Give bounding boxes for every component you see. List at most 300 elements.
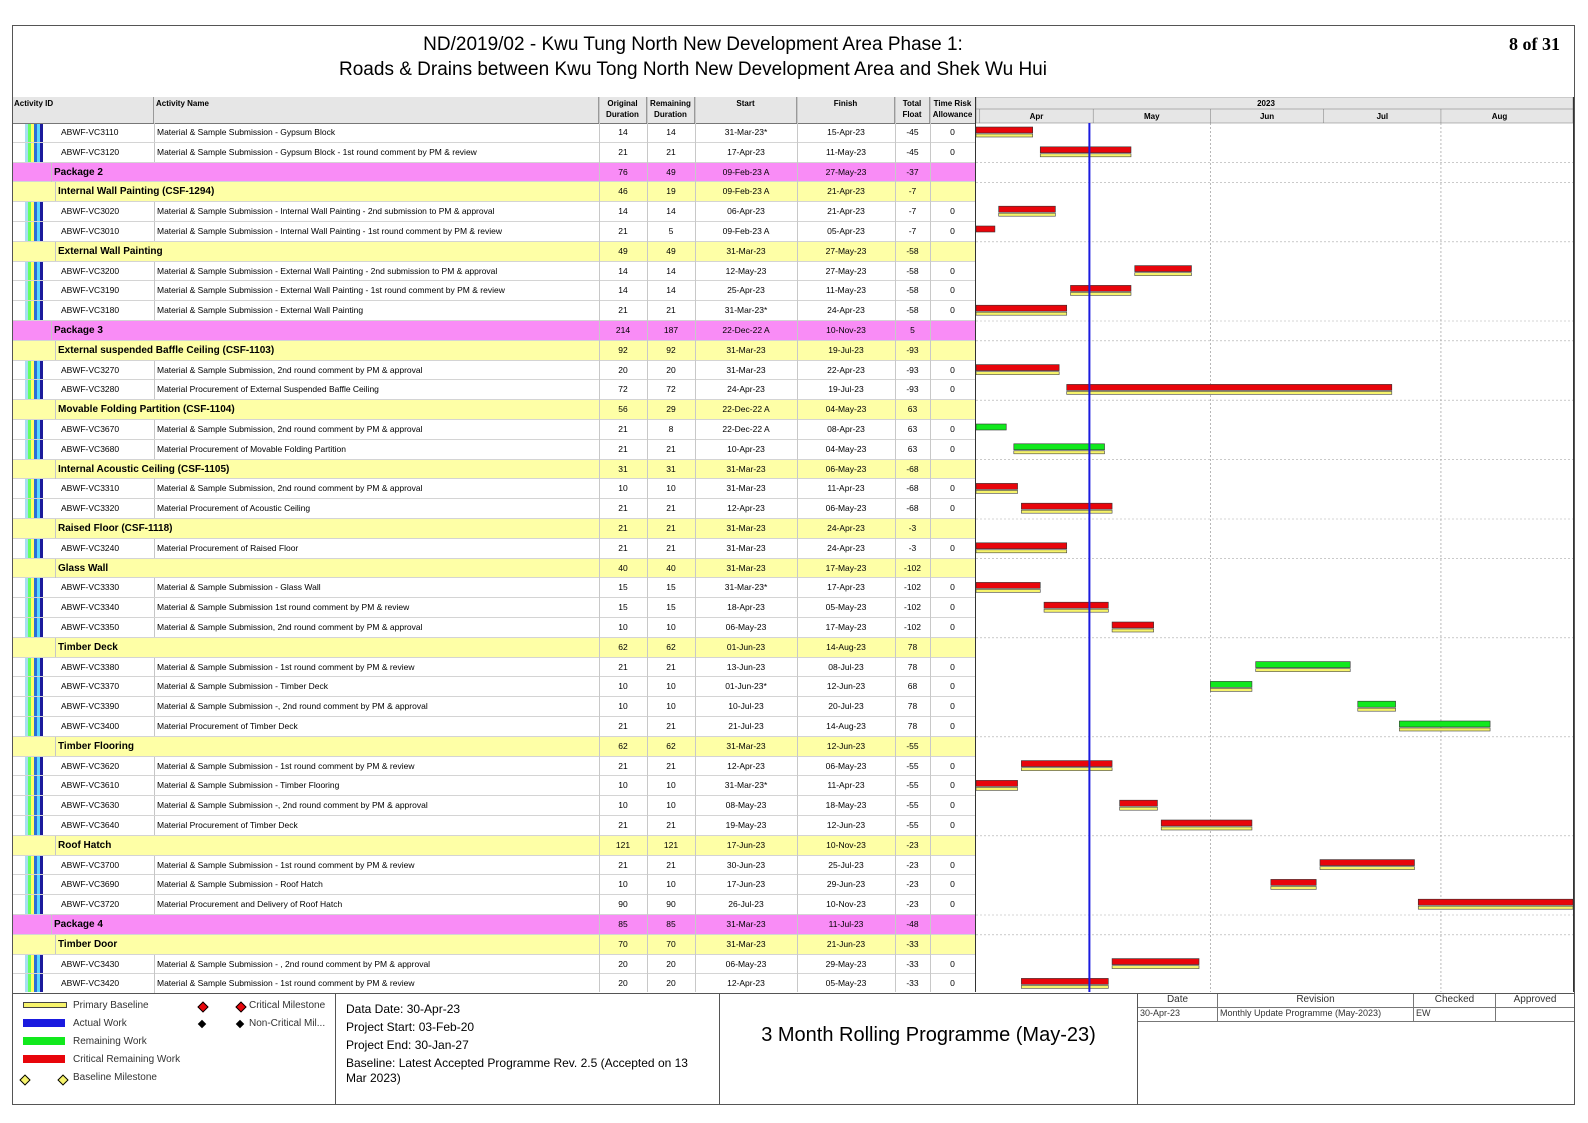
activity-row[interactable] (13, 598, 975, 618)
time-risk-allowance: 0 (950, 384, 955, 395)
start-date: 31-Mar-23 (726, 562, 766, 573)
start-date: 26-Jul-23 (728, 899, 764, 910)
finish-date: 12-Jun-23 (826, 740, 866, 751)
original-duration: 76 (618, 166, 628, 177)
start-date: 08-May-23 (725, 800, 767, 811)
column-divider (895, 97, 896, 992)
baseline-bar (1112, 629, 1154, 632)
time-risk-allowance: 0 (950, 582, 955, 593)
activity-id: ABWF-VC3200 (61, 265, 120, 276)
total-float: -7 (908, 206, 917, 217)
time-risk-allowance: 0 (950, 958, 955, 969)
critical-bar (976, 365, 1059, 371)
activity-name: Material & Sample Submission - 1st round comment by PM & review (154, 658, 609, 677)
legend-label: Actual Work (73, 1018, 127, 1029)
activity-row[interactable] (13, 776, 975, 796)
start-date: 09-Feb-23 A (722, 226, 770, 236)
baseline-bar (1320, 867, 1415, 870)
total-float: -23 (906, 859, 919, 870)
total-float: -58 (906, 265, 919, 276)
activity-row[interactable] (13, 301, 975, 321)
activity-id: ABWF-VC3610 (61, 780, 120, 791)
remaining-bar (1399, 721, 1490, 727)
remaining-duration: 20 (666, 978, 676, 989)
critical-bar (1120, 800, 1158, 806)
activity-id: ABWF-VC3270 (61, 364, 120, 375)
start-date: 01-Jun-23* (725, 681, 767, 692)
original-duration: 21 (618, 542, 628, 553)
activity-row[interactable] (13, 123, 975, 143)
activity-row[interactable] (13, 697, 975, 717)
wbs-group-row[interactable] (13, 935, 975, 955)
activity-name: Material & Sample Submission - Timber Deck (154, 677, 609, 696)
activity-row[interactable] (13, 440, 975, 460)
finish-date: 10-Nov-23 (826, 325, 866, 335)
time-risk-allowance: 0 (950, 542, 955, 553)
original-duration: 56 (618, 404, 628, 415)
legend-label: Primary Baseline (73, 1000, 149, 1011)
baseline-bar (1014, 451, 1105, 454)
baseline-bar (1040, 154, 1131, 157)
total-float: 78 (907, 641, 918, 652)
column-header-activity-name[interactable]: Activity Name (154, 97, 599, 123)
time-risk-allowance: 0 (950, 661, 955, 672)
remaining-duration: 10 (666, 701, 676, 712)
total-float: 78 (907, 701, 918, 712)
baseline-bar (1067, 391, 1392, 394)
original-duration: 62 (618, 740, 628, 751)
start-date: 22-Dec-22 A (722, 404, 770, 415)
column-header-finish[interactable]: Finish (797, 97, 895, 123)
critical-bar (1112, 622, 1154, 628)
finish-date: 17-Apr-23 (827, 582, 865, 593)
finish-date: 15-Apr-23 (827, 127, 865, 137)
activity-name: Material & Sample Submission - 1st round comment by PM & review (154, 856, 609, 875)
original-duration: 10 (618, 622, 628, 632)
wbs-group-row[interactable] (13, 341, 975, 361)
total-float: -3 (908, 523, 917, 533)
critical-milestone-diamond-icon (235, 1001, 246, 1012)
activity-id: ABWF-VC3120 (61, 146, 120, 157)
remaining-duration: 187 (663, 325, 679, 335)
activity-name: Movable Folding Partition (CSF-1104) (55, 400, 609, 419)
activity-id: ABWF-VC3240 (61, 542, 120, 553)
month-label: Aug (1491, 112, 1508, 121)
activity-row[interactable] (13, 499, 975, 519)
start-date: 21-Jul-23 (728, 721, 764, 731)
column-divider (695, 97, 696, 992)
start-date: 09-Feb-23 A (722, 166, 770, 177)
total-float: 78 (907, 721, 918, 731)
start-date: 17-Jun-23 (726, 839, 766, 850)
wbs-group-row[interactable] (13, 400, 975, 420)
activity-name: Material Procurement of Movable Folding Partition (154, 440, 609, 459)
column-header-original-duration[interactable]: Original Duration (599, 97, 647, 123)
activity-row[interactable] (13, 222, 975, 242)
finish-date: 10-Nov-23 (826, 839, 866, 850)
programme-title: 3 Month Rolling Programme (May-23) (761, 1024, 1096, 1046)
activity-name: Material & Sample Submission - Internal Wall Painting - 2nd submission to PM & approval (154, 202, 609, 221)
finish-date: 12-Jun-23 (826, 681, 866, 692)
finish-date: 14-Aug-23 (826, 641, 866, 652)
time-risk-allowance (930, 163, 975, 182)
activity-id: ABWF-VC3420 (61, 978, 120, 989)
wbs-group-row[interactable] (13, 182, 975, 202)
original-duration: 14 (618, 265, 628, 276)
baseline-bar (1021, 985, 1108, 988)
total-float: -68 (906, 463, 919, 474)
original-duration: 21 (618, 523, 628, 533)
total-float: -48 (906, 919, 919, 929)
column-header-activity-id[interactable]: Activity ID (13, 97, 154, 123)
time-risk-allowance (930, 460, 975, 479)
activity-row[interactable] (13, 281, 975, 301)
finish-date: 04-May-23 (825, 404, 867, 415)
activity-row[interactable] (13, 875, 975, 895)
time-risk-allowance: 0 (950, 721, 955, 731)
activity-name: Package 4 (51, 915, 609, 934)
total-float: -93 (906, 364, 919, 375)
start-date: 10-Apr-23 (727, 443, 765, 454)
activity-row[interactable] (13, 143, 975, 163)
activity-row[interactable] (13, 658, 975, 678)
finish-date: 20-Jul-23 (828, 701, 864, 712)
time-risk-allowance (930, 321, 975, 340)
original-duration: 31 (618, 463, 628, 474)
remaining-duration: 21 (666, 503, 676, 514)
finish-date: 06-May-23 (825, 760, 867, 771)
critical-bar (1071, 285, 1131, 291)
activity-id: ABWF-VC3690 (61, 879, 120, 890)
total-float: -45 (906, 127, 919, 137)
activity-name: Material & Sample Submission - External Wall Painting - 2nd submission to PM & approval (154, 262, 609, 281)
wbs-group-row[interactable] (13, 242, 975, 262)
wbs-group-row[interactable] (13, 460, 975, 480)
footer (13, 993, 1574, 1105)
original-duration: 46 (618, 186, 628, 197)
finish-date: 24-Apr-23 (827, 305, 865, 316)
activity-row[interactable] (13, 618, 975, 638)
start-date: 22-Dec-22 A (722, 424, 770, 434)
time-risk-allowance (930, 519, 975, 538)
activity-row[interactable] (13, 578, 975, 598)
time-risk-allowance: 0 (950, 424, 955, 434)
gantt-chart (975, 97, 1574, 992)
time-risk-allowance: 0 (950, 226, 955, 236)
activity-name: Material Procurement of Acoustic Ceiling (154, 499, 609, 518)
legend-label: Non-Critical Mil... (249, 1018, 326, 1029)
legend-label: Baseline Milestone (73, 1072, 157, 1083)
baseline-bar (1120, 807, 1158, 810)
time-risk-allowance: 0 (950, 265, 955, 276)
revision-header-revision: Revision (1218, 994, 1414, 1008)
remaining-duration: 21 (666, 721, 676, 731)
remaining-duration: 62 (666, 740, 676, 751)
time-risk-allowance: 0 (950, 127, 955, 137)
remaining-duration: 85 (666, 919, 676, 929)
column-header-remaining-duration[interactable]: Remaining Duration (647, 97, 695, 123)
activity-name: Internal Wall Painting (CSF-1294) (55, 182, 609, 201)
critical-bar (976, 305, 1067, 311)
activity-id: ABWF-VC3190 (61, 285, 120, 296)
activity-row[interactable] (13, 757, 975, 777)
total-float: -102 (903, 602, 921, 613)
critical-bar (1021, 503, 1112, 509)
total-float: -55 (906, 800, 919, 811)
gantt-canvas (976, 97, 1573, 992)
remaining-duration: 90 (666, 899, 676, 910)
total-float: -23 (906, 879, 919, 890)
original-duration: 10 (618, 800, 628, 811)
start-date: 22-Dec-22 A (722, 325, 770, 335)
start-date: 31-Mar-23 (726, 245, 766, 256)
baseline-bar (976, 312, 1067, 315)
critical-bar (1112, 959, 1199, 965)
time-risk-allowance (930, 182, 975, 201)
total-float: -3 (908, 542, 917, 553)
finish-date: 22-Apr-23 (827, 364, 865, 375)
revision-date: 30-Apr-23 (1138, 1008, 1218, 1022)
baseline-bar (976, 134, 1033, 137)
remaining-duration: 10 (666, 483, 676, 494)
activity-id: ABWF-VC3180 (61, 305, 120, 316)
activity-name: Material & Sample Submission - Timber Flooring (154, 776, 609, 795)
remaining-duration: 19 (666, 186, 676, 197)
time-risk-allowance (930, 638, 975, 657)
activity-name: Material & Sample Submission 1st round comment by PM & review (154, 598, 609, 617)
package-row[interactable] (13, 163, 975, 183)
critical-bar (1418, 899, 1573, 905)
baseline-bar (1021, 510, 1112, 513)
activity-name: Material & Sample Submission - Glass Wall (154, 578, 609, 597)
total-float: -68 (906, 483, 919, 494)
actual-work-swatch (23, 1019, 65, 1027)
remaining-duration: 62 (666, 641, 676, 652)
start-date: 30-Jun-23 (726, 859, 766, 870)
start-date: 06-May-23 (725, 622, 767, 632)
baseline-bar (1256, 669, 1351, 672)
activity-id: ABWF-VC3380 (61, 661, 120, 672)
start-date: 12-Apr-23 (727, 503, 765, 514)
revision-header-date: Date (1138, 994, 1218, 1008)
activity-id: ABWF-VC3370 (61, 681, 120, 692)
activity-row[interactable] (13, 974, 975, 994)
time-risk-allowance: 0 (950, 602, 955, 613)
project-title-line-2: Roads & Drains between Kwu Tong North New Development Area and Shek Wu Hui (339, 59, 1047, 80)
baseline-bar (1021, 768, 1112, 771)
start-date: 01-Jun-23 (726, 641, 766, 652)
column-header-row (13, 97, 975, 124)
activity-name: Material & Sample Submission -, 2nd round comment by PM & approval (154, 796, 609, 815)
activity-name: Material & Sample Submission - Roof Hatch (154, 875, 609, 894)
finish-date: 24-Apr-23 (827, 542, 865, 553)
remaining-duration: 15 (666, 602, 676, 613)
total-float: -58 (906, 245, 919, 256)
activity-row[interactable] (13, 361, 975, 381)
baseline-bar (976, 787, 1018, 790)
time-risk-allowance: 0 (950, 800, 955, 811)
activity-id: ABWF-VC3110 (61, 127, 119, 137)
revision-panel (1138, 994, 1574, 1105)
time-risk-allowance: 0 (950, 503, 955, 514)
activity-name: Package 2 (51, 163, 609, 182)
time-risk-allowance: 0 (950, 146, 955, 157)
time-risk-allowance: 0 (950, 305, 955, 316)
critical-bar (1320, 860, 1415, 866)
column-header-total-float[interactable]: Total Float (895, 97, 930, 123)
remaining-duration: 20 (666, 958, 676, 969)
start-date: 06-May-23 (725, 958, 767, 969)
activity-row[interactable] (13, 202, 975, 222)
activity-name: Material & Sample Submission - , 2nd round comment by PM & approval (154, 955, 609, 974)
finish-date: 29-May-23 (825, 958, 867, 969)
critical-bar (1044, 602, 1108, 608)
original-duration: 21 (618, 859, 628, 870)
activity-row[interactable] (13, 816, 975, 836)
remaining-duration: 21 (666, 523, 676, 533)
total-float: -58 (906, 305, 919, 316)
finish-date: 11-Apr-23 (827, 780, 865, 791)
non-critical-milestone-diamond-icon (236, 1020, 244, 1028)
finish-date: 27-May-23 (825, 166, 867, 177)
start-date: 19-May-23 (725, 820, 767, 830)
project-end: Project End: 30-Jan-27 (346, 1038, 469, 1052)
baseline-bar (999, 213, 1056, 216)
column-header-start[interactable]: Start (695, 97, 797, 123)
activity-name: Material Procurement of Raised Floor (154, 539, 609, 558)
original-duration: 21 (618, 661, 628, 672)
original-duration: 10 (618, 879, 628, 890)
original-duration: 21 (618, 721, 628, 731)
start-date: 13-Jun-23 (726, 661, 766, 672)
total-float: 63 (907, 404, 918, 415)
activity-row[interactable] (13, 380, 975, 400)
baseline-bar (1044, 609, 1108, 612)
activity-name: Material Procurement of External Suspended Baffle Ceiling (154, 380, 609, 399)
activity-row[interactable] (13, 895, 975, 915)
activity-row[interactable] (13, 262, 975, 282)
project-info-panel (336, 994, 720, 1105)
original-duration: 21 (618, 760, 628, 771)
remaining-duration: 10 (666, 879, 676, 890)
activity-row[interactable] (13, 420, 975, 440)
month-label: May (1143, 112, 1160, 121)
activity-id: ABWF-VC3640 (61, 820, 120, 830)
critical-bar (1040, 147, 1131, 153)
finish-date: 05-May-23 (825, 978, 867, 989)
package-row[interactable] (13, 321, 975, 341)
remaining-duration: 72 (666, 384, 676, 395)
activity-name: Material & Sample Submission, 2nd round comment by PM & approval (154, 618, 609, 637)
package-row[interactable] (13, 915, 975, 935)
baseline-bar (1161, 827, 1252, 830)
start-date: 31-Mar-23* (724, 127, 768, 137)
activity-row[interactable] (13, 717, 975, 737)
time-risk-allowance: 0 (950, 681, 955, 692)
time-risk-allowance (930, 915, 975, 934)
remaining-duration: 21 (666, 859, 676, 870)
activity-id: ABWF-VC3430 (61, 958, 120, 969)
activity-name: Material Procurement of Timber Deck (154, 816, 609, 835)
remaining-duration: 8 (668, 424, 674, 434)
column-divider (797, 97, 798, 992)
activity-row[interactable] (13, 856, 975, 876)
time-risk-allowance: 0 (950, 760, 955, 771)
finish-date: 11-May-23 (826, 146, 866, 157)
activity-id: ABWF-VC3700 (61, 859, 120, 870)
finish-date: 17-May-23 (825, 622, 867, 632)
column-header-time-risk-allowance[interactable]: Time Risk Allowance (932, 99, 973, 119)
remaining-bar (1358, 701, 1396, 707)
time-risk-allowance (930, 242, 975, 261)
critical-bar (976, 226, 995, 232)
activity-row[interactable] (13, 479, 975, 499)
activity-name: Raised Floor (CSF-1118) (55, 519, 609, 538)
start-date: 31-Mar-23 (726, 919, 766, 929)
activity-name: Material Procurement and Delivery of Roof Hatch (154, 895, 609, 914)
wbs-group-row[interactable] (13, 737, 975, 757)
baseline-bar (976, 550, 1067, 553)
activity-id: ABWF-VC3720 (61, 899, 120, 910)
time-risk-allowance: 0 (950, 859, 955, 870)
activity-row[interactable] (13, 677, 975, 697)
non-critical-milestone-diamond-icon (198, 1020, 206, 1028)
remaining-duration: 21 (666, 146, 676, 157)
wbs-group-row[interactable] (13, 559, 975, 579)
remaining-duration: 121 (663, 839, 679, 850)
finish-date: 18-May-23 (825, 800, 867, 811)
activity-name: Material & Sample Submission - Internal Wall Painting - 1st round comment by PM & review (154, 222, 609, 241)
finish-date: 11-Jul-23 (828, 919, 864, 929)
activity-name: Material & Sample Submission, 2nd round comment by PM & approval (154, 479, 609, 498)
baseline-bar (1135, 273, 1192, 276)
activity-row[interactable] (13, 955, 975, 975)
original-duration: 15 (618, 602, 628, 613)
start-date: 09-Feb-23 A (722, 186, 770, 197)
original-duration: 20 (618, 958, 628, 969)
finish-date: 11-May-23 (826, 285, 866, 296)
critical-bar (1135, 266, 1192, 272)
wbs-group-row[interactable] (13, 638, 975, 658)
remaining-duration: 21 (666, 661, 676, 672)
critical-bar (976, 780, 1018, 786)
time-risk-allowance (930, 341, 975, 360)
time-risk-allowance: 0 (950, 285, 955, 296)
activity-row[interactable] (13, 539, 975, 559)
total-float: -45 (906, 146, 919, 157)
time-risk-allowance (930, 400, 975, 419)
critical-bar (1021, 761, 1112, 767)
time-risk-allowance: 0 (950, 978, 955, 989)
original-duration: 214 (615, 325, 631, 335)
time-risk-allowance: 0 (950, 879, 955, 890)
finish-date: 24-Apr-23 (827, 523, 865, 533)
time-risk-allowance: 0 (950, 364, 955, 375)
original-duration: 21 (618, 146, 628, 157)
title-block (13, 26, 1574, 98)
time-risk-allowance: 0 (950, 899, 955, 910)
start-date: 12-Apr-23 (727, 760, 765, 771)
total-float: -55 (906, 740, 919, 751)
original-duration: 62 (618, 641, 628, 652)
start-date: 17-Jun-23 (726, 879, 766, 890)
wbs-group-row[interactable] (13, 836, 975, 856)
wbs-group-row[interactable] (13, 519, 975, 539)
programme-title-panel (720, 994, 1138, 1105)
time-risk-allowance (930, 935, 975, 954)
finish-date: 10-Nov-23 (826, 899, 866, 910)
activity-row[interactable] (13, 796, 975, 816)
